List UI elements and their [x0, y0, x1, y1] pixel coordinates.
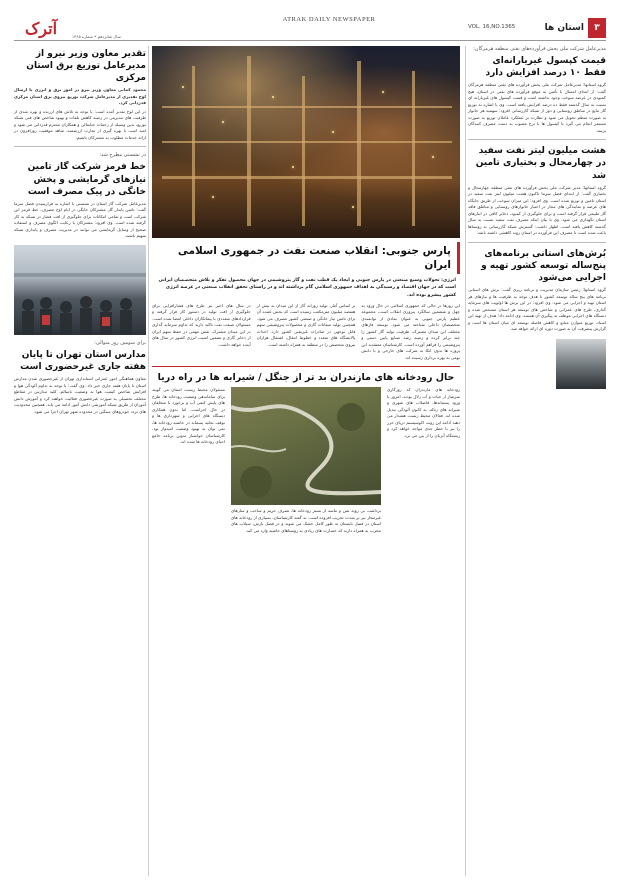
article-headline: مدارس استان تهران تا پایان هفته جاری غیرحضوری است: [20, 349, 146, 372]
river-story: [152, 387, 460, 534]
page-number: ۳: [588, 18, 606, 38]
main-headline-band: [152, 242, 460, 274]
article-kicker: در نشستی مطرح شد:: [99, 152, 146, 159]
article-separator: [468, 242, 606, 243]
refinery-photo: [152, 46, 460, 238]
article-body: در این لوح تقدیر آمده است: با توجه به تلاش های ارزنده و بهره مندی از ظرفیت های مدیریتی در زمینه کاهش تلفات و بهبود شاخص های فنی شبکه توزیع، بدین وسیله از زحمات جنابعالی و همکاران محترم قدردانی می شود و امید است با بهره گیری از تجارب ارزشمند، شاهد موفقیت روزافزون در ارائه خدمات مطلوب به مشترکان باشیم.: [14, 108, 146, 140]
main-story-body: [152, 303, 460, 362]
article-kicker: مدیرعامل شرکت ملی پخش فرآورده‌های نفتی منطقه هرمزگان:: [473, 46, 606, 52]
article-headline: قیمت کپسول غیریارانه‌ای فقط ۱۰ درصد افزایش دارد: [485, 56, 606, 79]
section-header: [468, 18, 606, 38]
main-headline: پارس جنوبی: انقلاب صنعت نفت در جمهوری اسلامی ایران: [177, 245, 451, 272]
main-lead: انرژی: تحولات وسیع صنعتی در پارس جنوبی و ایجاد یک قطب نفت و گاز پتروشیمی در جهان محصول تفکر و تلاش متخصصان ایرانی است که در جهان اقتصاد و رسیدگی به اهداف جمهوری اسلامی گام برداشته اند و در راستای تحقق انقلاب صنعتی در عرصه انرژی کشور پیشرو بوده اند.: [158, 278, 456, 298]
column-divider: [465, 46, 466, 876]
article-headline: خط فرمز شرکت گاز تامین نیازهای گرمایشی و پخش خانگی در پیک مصرف است: [27, 162, 146, 197]
article-headline: تقدیر معاون وزیر نیرو از مدیرعامل توزیع برق استان مرکزی: [26, 49, 146, 84]
main-story-col: در سال های اخیر نیز طرح های فشارافزایی برای جلوگیری از افت تولید در دستور کار قرار گرفته و قراردادهای متعددی با پیمانکاران داخلی امضا شده است. مسئولان صنعت نفت تاکید دارند که تداوم سرمایه گذاری در این میدان مشترک، نقش مهمی در حفظ سهم ایران از ذخایر گازی و تضمین امنیت انرژی کشور در سال های آینده خواهد داشت.: [151, 302, 251, 347]
main-story-column: [152, 46, 460, 534]
left-column: [14, 46, 146, 415]
article-headline: هشت میلیون لیتر نفت سفید در چهارمحال و بختیاری تامین شد: [475, 146, 606, 181]
official-portrait-photo: [556, 339, 606, 389]
header-divider: [14, 40, 606, 41]
story-separator: [152, 366, 460, 367]
river-story-col: برداشت بی رویه شن و ماسه از بستر رودخانه ها، تصرف حریم و ساخت و سازهای غیرمجاز نیز بر شدت تخریب افزوده است. به گفته کارشناسان، بسیاری از رودخانه های استان در فصل تابستان به طور کامل خشک می شوند و در فصل بارش، سیلاب های مخرب به همراه دارند که خسارت های زیادی به روستاهای حاشیه وارد می کند.: [231, 508, 381, 533]
issue-info: سال شانزدهم • شماره ۱۳۶۵: [72, 34, 121, 39]
main-story-col: بر اساس آمار، تولید روزانه گاز از این میدان به بیش از هفتصد میلیون مترمکعب رسیده است که بخش عمده آن برای تامین نیاز خانگی و صنعتی کشور مصرف می شود. همچنین تولید میعانات گازی و محصولات پتروشیمی سهم قابل توجهی در صادرات غیرنفتی کشور دارد. احداث پالایشگاه های متعدد و خطوط انتقال، اشتغال هزاران نیروی متخصص را در منطقه به همراه داشته است.: [256, 302, 356, 347]
crowd-photo: [14, 245, 146, 335]
right-column: [468, 46, 606, 389]
article-body: گروه استانها: مدیر شرکت ملی پخش فرآورده های نفتی منطقه چهارمحال و بختیاری گفت: از ابتدای فصل سرما تاکنون هشت میلیون لیتر نفت سفید در استان تامین و توزیع شده است. وی افزود: این میزان سوخت از طریق جایگاه های عرضه و نمایندگی های مجاز در اختیار خانوارهای روستایی و مناطق فاقد گاز طبیعی قرار گرفته است و برای جلوگیری از کمبود، ذخایر کافی در انبارهای استان نگهداری می شود. وی با بیان اینکه مصرف نفت سفید نسبت به سال گذشته کاهش یافته است، اظهار داشت: گسترش شبکه گازرسانی به روستاها باعث شده است تا مصرف این فرآورده در استان روند کاهشی داشته باشد.: [468, 184, 606, 236]
article-kicker: برای سومین روز متوالی:: [94, 339, 146, 346]
masthead-text: ATRAK DAILY NEWSPAPER: [282, 16, 376, 23]
article-headline: بُرش‌های استانی برنامه‌های پنج‌ساله توسعه کشور تهیه و اجرایی می‌شود: [481, 248, 606, 283]
main-story-col: این روزها در حالی که جمهوری اسلامی در حال ورود به چهل و ششمین سالگرد پیروزی انقلاب است، مجموعه عظیم پارس جنوبی به عنوان نمادی از توانمندی متخصصان داخلی شناخته می شود. توسعه فازهای مختلف این میدان مشترک، ظرفیت تولید گاز کشور را چند برابر کرده و زمینه رشد صنایع پایین دستی و پتروشیمی را فراهم آورده است. کارشناسان معتقدند این پروژه ها بدون اتکا به شرکت های خارجی و با دانش بومی به بهره برداری رسیده اند.: [361, 302, 460, 360]
column-divider: [148, 46, 149, 876]
article-body: گروه استانها: رئیس سازمان مدیریت و برنامه ریزی گفت: برش های استانی برنامه های پنج ساله توسعه کشور با هدف توجه به ظرفیت ها و نیازهای هر استان تهیه و اجرایی می شود. وی افزود: در این برش ها اولویت های سرمایه گذاری، طرح های عمرانی و شاخص های توسعه هر استان مشخص شده و دستگاه های اجرایی موظف به پیگیری آن هستند. وی ادامه داد: هدف از تهیه این اسناد، توزیع متوازن منابع و کاهش فاصله توسعه ای میان استان ها است و گزارش پیشرفت آن به صورت دوره ای ارائه خواهد شد.: [468, 287, 606, 332]
volume-info: VOL. 16,NO.1365: [468, 24, 516, 30]
article-lead: محمود کمانی معاون وزیر نیرو در امور برق و انرژی با ارسال لوح تقدیری از مدیرعامل شرکت توزیع نیروی برق استان مرکزی قدردانی کرد.: [14, 87, 146, 106]
article-separator: [468, 139, 606, 140]
river-headline: حال رودخانه های مازندران بد تر از جنگل / شیرابه ها در راه دریا: [157, 372, 455, 384]
river-aerial-photo: [231, 387, 381, 505]
river-story-col: مسئولان محیط زیست استان می گویند برای ساماندهی وضعیت رودخانه ها، طرح های پایش کیفی آب و برخورد با متخلفان در حال اجراست، اما بدون همکاری دستگاه های اجرایی و شهرداری ها و توقف تخلیه پسماند در حاشیه رودخانه ها، نمی توان به بهبود وضعیت امیدوار بود. کارشناسان خواستار تدوین برنامه جامع احیای رودخانه ها شده اند.: [152, 387, 225, 445]
section-title: استان ها: [544, 23, 584, 33]
article-body: گروه استانها: مدیرعامل شرکت ملی پخش فرآورده های نفتی منطقه هرمزگان گفت: از ابتدای امسال با تأمین به موقع فرآورده های نفتی در استان، هیچ کمبودی در عرضه سوخت وجود نداشته است و قیمت کپسول های غیریارانه ای نسبت به سال گذشته فقط ده درصد افزایش یافته است. وی با اشاره به توزیع گاز مایع در مناطق روستایی و دور از شبکه گازرسانی افزود: سهمیه هر خانوار به صورت منظم تحویل می شود و نظارت بر عملکرد عاملان توزیع به صورت مستمر انجام می گیرد تا کپسول ها با نرخ مصوب به دست مصرف کنندگان برسد.: [468, 82, 606, 133]
article-separator: [14, 146, 146, 147]
article-body: مدیرعامل شرکت گاز استان در نشستی با اشاره به فرارسیدن فصل سرما گفت: تامین پایدار گاز مشترکان خانگی در ایام اوج مصرف، خط قرمز این شرکت است و تمامی امکانات برای جلوگیری از افت فشار در شبکه به کار گرفته شده است. وی افزود: مشترکان با رعایت الگوی مصرف و استفاده صحیح از وسایل گرمایشی می توانند در مدیریت مصرف و پایداری شبکه سهیم باشند.: [14, 200, 146, 239]
river-story-col: رودخانه های مازندران که روزگاری سرشار از حیات و آب زلال بودند، امروز با ورود پسماندها، فاضلاب های شهری و شیرابه های زباله، به کانون آلودگی تبدیل شده اند. فعالان محیط زیست هشدار می دهند ادامه این روند، اکوسیستم دریای خزر را نیز با خطر جدی مواجه خواهد کرد و زیستگاه آبزیان را از بین می برد.: [387, 387, 460, 438]
article-body: معاون هماهنگی امور عمرانی استانداری تهران از غیرحضوری شدن مدارس استان تا پایان هفته جاری خبر داد. وی گفت: با توجه به تداوم آلودگی هوا و افزایش شاخص کیفیت هوا به وضعیت ناسالم، کلیه مدارس در مقاطع مختلف تحصیلی به صورت غیرحضوری فعالیت خواهند کرد و آموزش دانش آموزان از طریق شبکه آموزشی دانش آموز ادامه می یابد. همچنین محدودیت های تردد خودروهای سنگین در محدوده شهر تهران اجرا می شود.: [14, 376, 146, 414]
newspaper-logo: آترک: [24, 19, 58, 38]
